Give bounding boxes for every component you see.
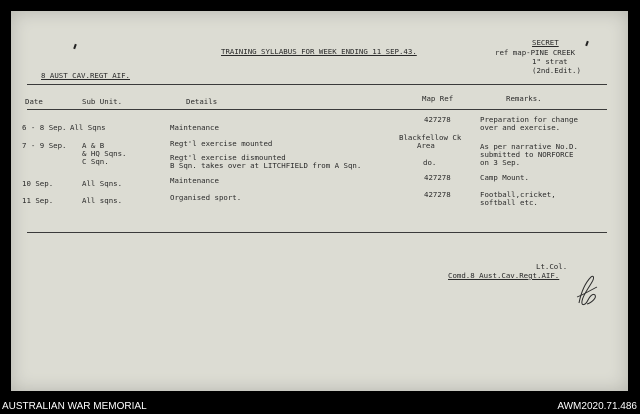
- table-cell-map-ref: 427278: [424, 190, 451, 199]
- table-cell-details: Regt'l exercise dismounted: [170, 153, 286, 162]
- table-cell-details: B Sqn. takes over at LITCHFIELD from A Sqn.: [170, 161, 362, 170]
- table-cell-remarks: submitted to NORFORCE: [480, 150, 574, 159]
- footer-institution: AUSTRALIAN WAR MEMORIAL: [2, 401, 147, 412]
- table-cell-sub-unit: All Sqns.: [82, 179, 123, 188]
- table-cell-date: 7 - 9 Sep.: [22, 141, 67, 150]
- table-cell-remarks: over and exercise.: [480, 123, 561, 132]
- map-reference-line: 1" strat: [532, 57, 568, 66]
- map-reference-line: (2nd.Edit.): [532, 66, 581, 75]
- table-cell-details: Regt'l exercise mounted: [170, 139, 273, 148]
- table-cell-map-ref: 427278: [424, 173, 451, 182]
- table-cell-remarks: Football,cricket,: [480, 190, 556, 199]
- table-cell-map-ref: do.: [423, 158, 437, 167]
- map-reference-line: ref map-PINE CREEK: [495, 48, 576, 57]
- table-cell-details: Maintenance: [170, 176, 219, 185]
- table-cell-sub-unit: & HQ Sqns.: [82, 149, 127, 158]
- table-cell-date: 10 Sep.: [22, 179, 54, 188]
- table-cell-remarks: softball etc.: [480, 198, 538, 207]
- table-cell-remarks: Camp Mount.: [480, 173, 529, 182]
- table-cell-map-ref: Blackfellow Ck: [399, 133, 462, 142]
- table-cell-map-ref: Area: [417, 141, 435, 150]
- unit-name: 8 AUST CAV.REGT AIF.: [41, 71, 130, 80]
- classification-label: SECRET: [532, 38, 559, 47]
- column-header-date: Date: [25, 97, 43, 106]
- signatory-title: Comd.8 Aust.Cav.Regt.AIF.: [448, 271, 560, 280]
- table-cell-date: 11 Sep.: [22, 196, 54, 205]
- table-cell-sub-unit: All sqns.: [82, 196, 123, 205]
- footer-accession-number: AWM2020.71.486: [557, 401, 637, 412]
- column-header-map-ref: Map Ref: [422, 94, 454, 103]
- table-cell-sub-unit: All Sqns: [70, 123, 106, 132]
- table-cell-remarks: As per narrative No.D.: [480, 142, 578, 151]
- document-page: [11, 11, 628, 391]
- table-cell-remarks: Preparation for change: [480, 115, 578, 124]
- table-cell-map-ref: 427278: [424, 115, 451, 124]
- column-header-details: Details: [186, 97, 218, 106]
- table-cell-sub-unit: C Sqn.: [82, 157, 109, 166]
- footer-bar: [0, 399, 640, 414]
- handwritten-signature: [573, 273, 601, 309]
- table-cell-sub-unit: A & B: [82, 141, 105, 150]
- pin-mark: [585, 41, 589, 46]
- document-title: TRAINING SYLLABUS FOR WEEK ENDING 11 SEP.43.: [221, 47, 417, 56]
- column-header-sub-unit: Sub Unit.: [82, 97, 123, 106]
- signatory-rank: Lt.Col.: [536, 262, 568, 271]
- table-header-rule: [27, 109, 607, 110]
- column-header-remarks: Remarks.: [506, 94, 542, 103]
- table-cell-details: Organised sport.: [170, 193, 242, 202]
- table-cell-remarks: on 3 Sep.: [480, 158, 521, 167]
- pin-mark: [73, 44, 77, 49]
- table-cell-details: Maintenance: [170, 123, 219, 132]
- table-bottom-rule: [27, 232, 607, 233]
- table-top-rule: [27, 84, 607, 85]
- table-cell-date: 6 - 8 Sep.: [22, 123, 67, 132]
